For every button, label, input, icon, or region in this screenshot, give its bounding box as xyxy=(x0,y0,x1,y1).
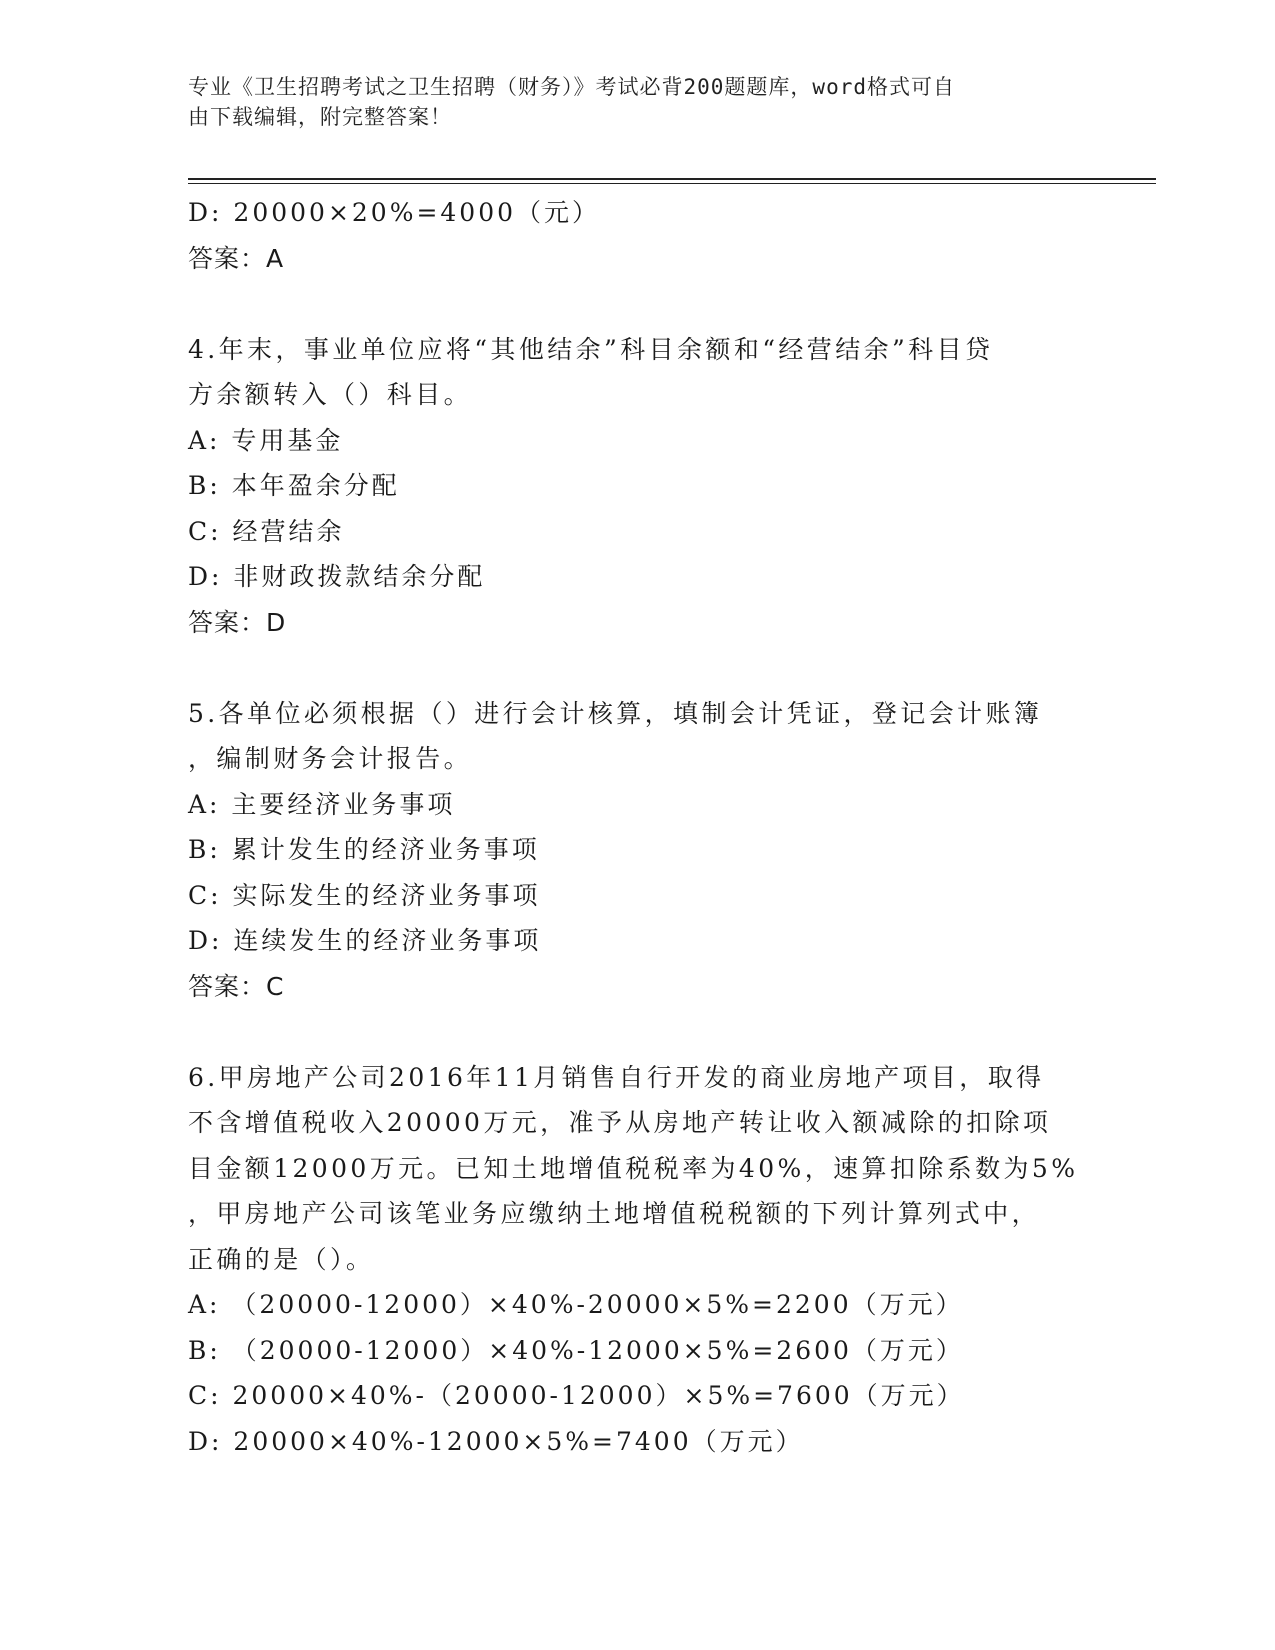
question-3-tail xyxy=(188,190,1068,281)
option-a: A: 主要经济业务事项 xyxy=(188,789,456,819)
answer: 答案：A xyxy=(188,243,285,273)
option-b: B: 本年盈余分配 xyxy=(188,471,400,500)
stem-line: ，甲房地产公司该笔业务应缴纳土地增值税税额的下列计算列式中， xyxy=(188,1199,1041,1228)
option-c: C: 经营结余 xyxy=(188,516,345,546)
stem-line: 目金额12000万元。已知土地增值税税率为40%，速算扣除系数为5% xyxy=(188,1153,1079,1183)
stem-line: 6.甲房地产公司2016年11月销售自行开发的商业房地产项目，取得 xyxy=(188,1062,1045,1092)
option-d: D: 20000×40%-12000×5%=7400（万元） xyxy=(188,1426,804,1456)
question-stem xyxy=(188,327,1068,418)
question-6 xyxy=(188,1055,1079,1465)
stem-line: 方余额转入（）科目。 xyxy=(188,380,473,409)
answer: 答案：C xyxy=(188,971,285,1001)
option-a: A: 专用基金 xyxy=(188,425,344,455)
option-a: A: （20000-12000）×40%-20000×5%=2200（万元） xyxy=(188,1290,964,1319)
question-4 xyxy=(188,327,1068,646)
question-stem xyxy=(188,691,1068,782)
question-list xyxy=(188,190,1079,1464)
header-line: 专业《卫生招聘考试之卫生招聘（财务）》考试必背200题题库，word格式可自 xyxy=(188,75,955,99)
option-b: B: 累计发生的经济业务事项 xyxy=(188,835,540,864)
option-d: D: 非财政拨款结余分配 xyxy=(188,562,486,591)
question-stem xyxy=(188,1055,1079,1283)
option-d: D: 连续发生的经济业务事项 xyxy=(188,926,542,955)
option-d: D: 20000×20%=4000（元） xyxy=(188,198,601,227)
spacer xyxy=(188,281,1068,327)
option-c: C: 20000×40%-（20000-12000）×5%=7600（万元） xyxy=(188,1381,965,1410)
spacer xyxy=(188,645,1068,691)
option-c: C: 实际发生的经济业务事项 xyxy=(188,880,541,910)
option-b: B: （20000-12000）×40%-12000×5%=2600（万元） xyxy=(188,1335,964,1365)
stem-line: ，编制财务会计报告。 xyxy=(188,744,473,773)
question-5 xyxy=(188,691,1068,1010)
header-line: 由下载编辑，附完整答案！ xyxy=(188,105,452,129)
header-rule-thin xyxy=(188,183,1156,184)
stem-line: 不含增值税收入20000万元，准予从房地产转让收入额减除的扣除项 xyxy=(188,1108,1052,1137)
stem-line: 5.各单位必须根据（）进行会计核算，填制会计凭证，登记会计账簿 xyxy=(188,698,1043,728)
answer: 答案：D xyxy=(188,607,287,637)
page-header xyxy=(188,72,1068,132)
header-rule xyxy=(188,178,1156,180)
stem-line: 正确的是（）。 xyxy=(188,1244,375,1274)
spacer xyxy=(188,1009,1068,1055)
stem-line: 4.年末，事业单位应将“其他结余”科目余额和“经营结余”科目贷 xyxy=(188,334,994,364)
